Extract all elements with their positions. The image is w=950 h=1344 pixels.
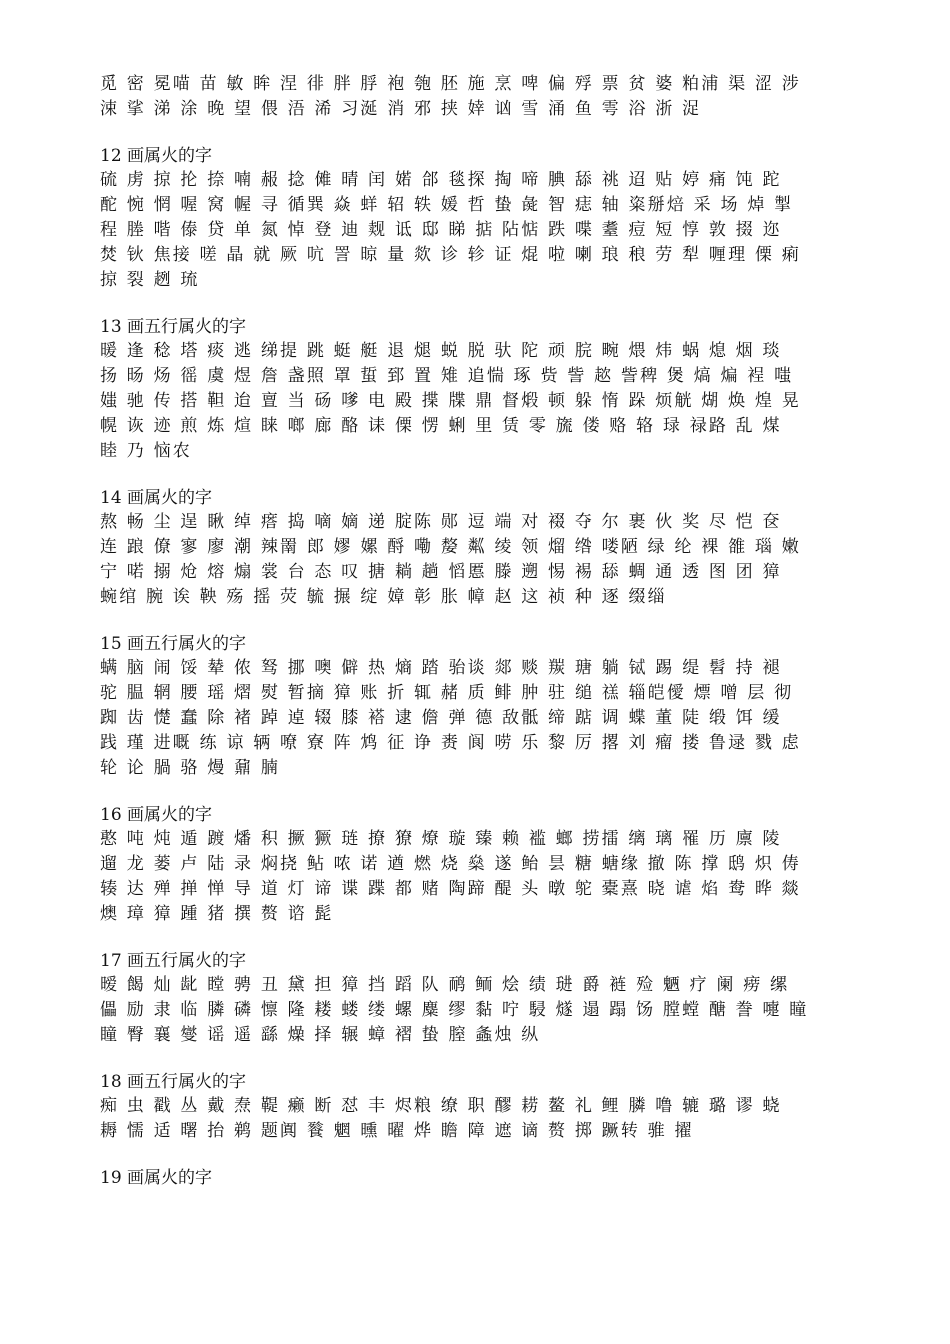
section-17-strokes bbox=[100, 949, 860, 1048]
section-heading: 18 画五行属火的字 bbox=[100, 1072, 247, 1092]
document-page bbox=[100, 72, 860, 1212]
section-heading: 17 画五行属火的字 bbox=[100, 951, 247, 971]
character-list: 觅 密 冕喵 苗 敏 眸 涅 徘 胖 脬 袍 匏 胚 施 烹 啤 偏 殍 票 贫 婆 粕浦 渠 涩 涉 涑 挲 涕 涂 晚 望 偎 浯 浠 习涎 消 邪 挟 婞 讻 雪 涌 鱼 雩 浴 浙 浞 bbox=[100, 74, 801, 119]
character-list: 硫 虏 掠 抡 捺 喃 赧 捻 傩 晴 闰 婼 郃 毯探 掏 啼 腆 舔 祧 迢 贴 婷 痛 饨 跎 酡 惋 惘 喔 窝 幄 寻 循巽 焱 蛘 轺 轶 媛 哲 蛰 彘 智 痣 轴 粢掰焙 采 场 焯 掣 程 塍 喈 傣 贷 单 氮 悼 登 迪 觌 诋 邸 睇 掂 阽惦 跌 喋 耋 痘 短 惇 敦 掇 迩 焚 钬 焦接 嗟 晶 就 厥 吭 詈 晾 量 欻 诊 轸 证 焜 啦 喇 琅 稂 劳 犁 喱理 傈 痢 掠 裂 趔 琉 bbox=[100, 170, 801, 290]
section-heading: 13 画五行属火的字 bbox=[100, 317, 247, 337]
character-list: 暖 逢 稔 塔 痰 逃 绨提 跳 蜓 艇 退 煺 蜕 脱 驮 陀 顽 脘 畹 煨 炜 蜗 熄 烟 琰 扬 旸 炀 徭 虞 煜 詹 盏照 罩 蜇 郅 置 雉 追惴 琢 赀 訾 趑 訾稗 煲 熇 煸 裎 嗤 媸 驰 传 搭 靼 迨 亶 当 砀 嗲 电 殿 揲 牒 鼎 督煅 顿 躲 惰 跺 烦觥 煳 焕 煌 晃 幌 诙 迹 煎 炼 煊 睐 啷 廊 酪 诔 傈 愣 蜊 里 赁 零 旒 偻 赂 辂 琭 禄路 乱 煤 睦 乃 恼农 bbox=[100, 341, 801, 461]
section-heading: 16 画属火的字 bbox=[100, 805, 213, 825]
section-11-strokes-continued bbox=[100, 72, 860, 122]
section-14-strokes bbox=[100, 486, 860, 610]
section-heading: 19 画属火的字 bbox=[100, 1168, 213, 1188]
section-heading: 14 画属火的字 bbox=[100, 488, 213, 508]
character-list: 暧 餲 灿 龀 瞠 骋 丑 黛 担 獐 挡 蹈 队 鸸 鲕 烩 绩 琎 爵 裢 殓 魉 疗 阑 痨 缧 儡 励 隶 临 膦 磷 懔 隆 耧 蝼 缕 螺 麋 缪 黏 咛 駸 燧 遢 蹋 饧 膛螳 醣 誊 嚏 瞳 瞳 臀 襄 燮 谣 遥 繇 燥 择 辗 蟑 褶 蛰 膣 螽烛 纵 bbox=[100, 975, 809, 1045]
section-15-strokes bbox=[100, 632, 860, 781]
character-list: 憨 吨 炖 遁 踱 燔 积 撅 獗 琏 撩 獠 燎 璇 臻 赖 褴 螂 捞擂 缡 璃 罹 历 廪 陵 遛 龙 蒌 卢 陆 录 焖挠 鲇 哝 诺 遒 燃 烧 燊 遂 鲐 昙 糖 螗缘 撤 陈 撑 鸱 炽 俦 辏 达 殚 掸 惮 导 道 灯 谛 谍 蹀 都 赌 陶蹄 醍 头 暾 鸵 橐熹 晓 谑 焰 鸯 晔 燚 燠 璋 獐 踵 猪 撰 赘 谘 髭 bbox=[100, 829, 801, 924]
section-18-strokes bbox=[100, 1070, 860, 1144]
section-heading: 12 画属火的字 bbox=[100, 146, 213, 166]
character-list: 熬 畅 尘 逞 瞅 绰 瘩 捣 嘀 嫡 递 腚陈 郧 逗 端 对 裰 夺 尔 裹 伙 奖 尽 恺 奁 连 踉 僚 寥 廖 潮 辣罱 郎 嫪 嫘 酹 嘞 嫠 粼 绫 领 熘 绺 喽陋 绿 纶 裸 雒 瑙 嫩 宁 喏 搦 炝 熔 煽 裳 台 态 叹 搪 耥 趟 慆慝 滕 遡 惕 裼 舔 蜩 通 透 图 团 獐 蜿绾 腕 诶 鞅 殇 摇 荧 毓 搌 绽 嫜 彰 胀 幛 赵 这 祯 种 逐 缀缁 bbox=[100, 512, 801, 607]
section-heading: 15 画五行属火的字 bbox=[100, 634, 247, 654]
character-list: 痴 虫 戳 丛 戴 焘 鞮 癞 断 怼 丰 烬粮 缭 职 醪 耢 鳌 礼 鲤 膦 噜 辘 璐 谬 蛲 耨 懦 适 曙 抬 鹈 题阗 餮 魍 曛 曜 烨 瞻 障 遮 谪 赘 掷 蹶转 骓 擢 bbox=[100, 1096, 782, 1141]
section-16-strokes bbox=[100, 803, 860, 927]
section-19-strokes bbox=[100, 1166, 860, 1190]
character-list: 螨 脑 闹 馁 辇 侬 驽 挪 噢 僻 热 熵 踏 骀谈 郯 赕 羰 瑭 躺 铽 踢 缇 髫 持 褪 驼 腽 辋 腰 瑶 熠 熨 暂摘 獐 账 折 辄 赭 质 鲱 肿 驻 缒 禚 辎皑僾 熛 噌 层 彻 踟 齿 憷 蠢 除 褚 踔 逴 辍 膝 褡 逮 儋 弹 德 敌骶 缔 踮 调 蝶 董 陡 缎 饵 缓 践 瑾 进嘅 练 谅 辆 嘹 寮 阵 鸩 征 诤 赉 阆 唠 乐 黎 厉 撂 刘 瘤 搂 鲁逯 戮 虑 轮 论 腡 骆 熳 鼐 腩 bbox=[100, 658, 801, 778]
section-12-strokes bbox=[100, 144, 860, 293]
section-13-strokes bbox=[100, 315, 860, 464]
